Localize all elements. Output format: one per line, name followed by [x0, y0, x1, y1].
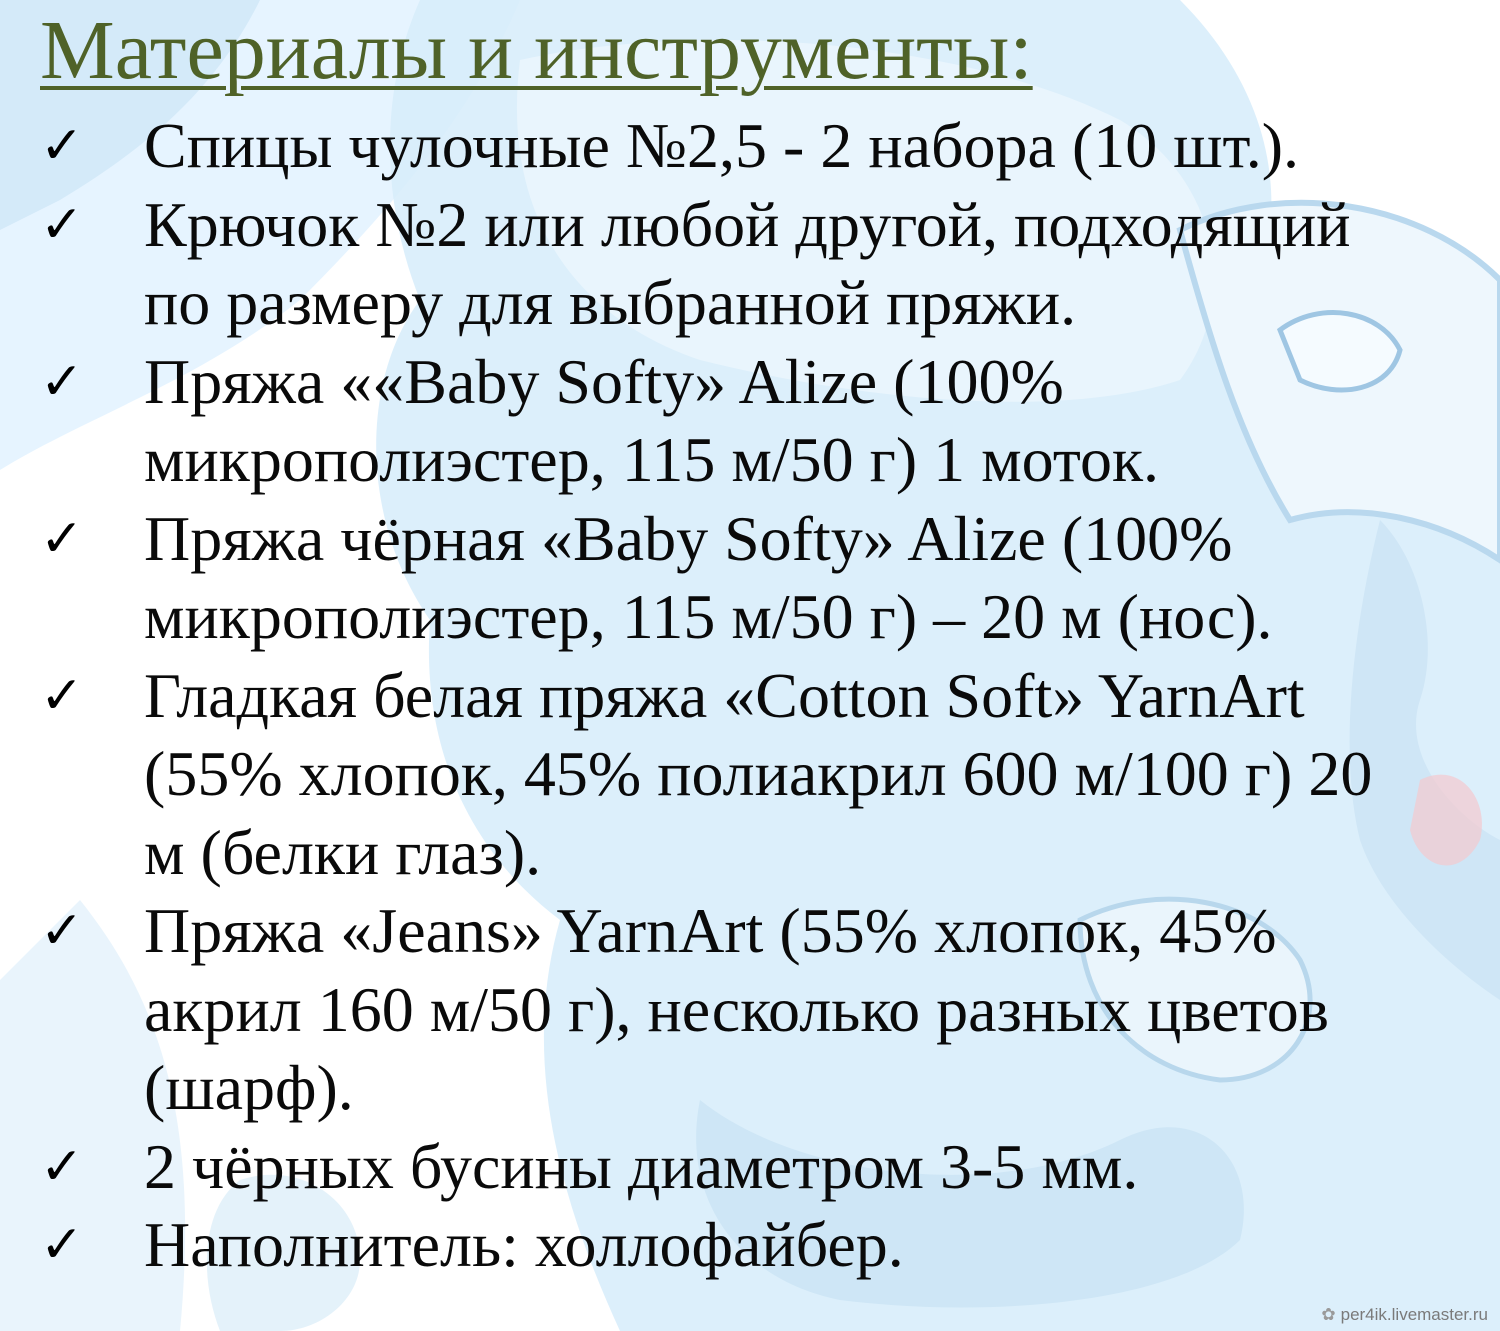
- checkmark-icon: ✓: [40, 1136, 84, 1197]
- checkmark-icon: ✓: [40, 194, 84, 255]
- list-item-line: 2 чёрных бусины диаметром 3-5 мм.: [144, 1130, 1139, 1202]
- list-item: [0, 186, 1484, 343]
- checkmark-icon: ✓: [40, 116, 84, 176]
- list-item: [0, 343, 1484, 500]
- list-item: [0, 500, 1484, 657]
- list-item-line: Крючок №2 или любой другой, подходящий: [144, 188, 1351, 260]
- list-item-line: Спицы чулочные №2,5 - 2 набора (10 шт.).: [144, 110, 1299, 181]
- list-item-line: Пряжа ««Baby Softy» Alize (100%: [144, 345, 1064, 417]
- list-item-line: (55% хлопок, 45% полиакрил 600 м/100 г) 20: [144, 738, 1373, 809]
- checkmark-icon: ✓: [40, 901, 84, 961]
- list-item: [0, 657, 1484, 893]
- snowflake-logo-icon: ✿: [1321, 1305, 1336, 1324]
- list-item: [0, 892, 1484, 1128]
- list-item-line: Пряжа чёрная «Baby Softy» Alize (100%: [144, 502, 1233, 574]
- list-item: [0, 1206, 1484, 1285]
- list-item-line: м (белки глаз).: [144, 816, 542, 888]
- list-item-line: Наполнитель: холлофайбер.: [144, 1209, 904, 1280]
- checkmark-icon: ✓: [40, 351, 84, 412]
- list-item-line: (шарф).: [144, 1052, 354, 1123]
- list-item: [0, 1128, 1484, 1207]
- checkmark-icon: ✓: [40, 508, 84, 569]
- checkmark-icon: ✓: [40, 1215, 84, 1275]
- page-title: Материалы и инструменты:: [40, 4, 1033, 97]
- materials-list: [0, 107, 1484, 1285]
- list-item-line: по размеру для выбранной пряжи.: [144, 267, 1077, 338]
- list-item-line: Гладкая белая пряжа «Cotton Soft» YarnArt: [144, 659, 1305, 731]
- watermark-text: per4ik.livemaster.ru: [1340, 1305, 1488, 1324]
- list-item-line: микрополиэстер, 115 м/50 г) – 20 м (нос).: [144, 581, 1273, 652]
- list-item-line: микрополиэстер, 115 м/50 г) 1 моток.: [144, 424, 1160, 495]
- watermark: [1321, 1305, 1488, 1325]
- checkmark-icon: ✓: [40, 665, 84, 726]
- list-item-line: акрил 160 м/50 г), несколько разных цветов: [144, 973, 1329, 1045]
- list-item: [0, 107, 1484, 186]
- list-item-line: Пряжа «Jeans» YarnArt (55% хлопок, 45%: [144, 895, 1277, 966]
